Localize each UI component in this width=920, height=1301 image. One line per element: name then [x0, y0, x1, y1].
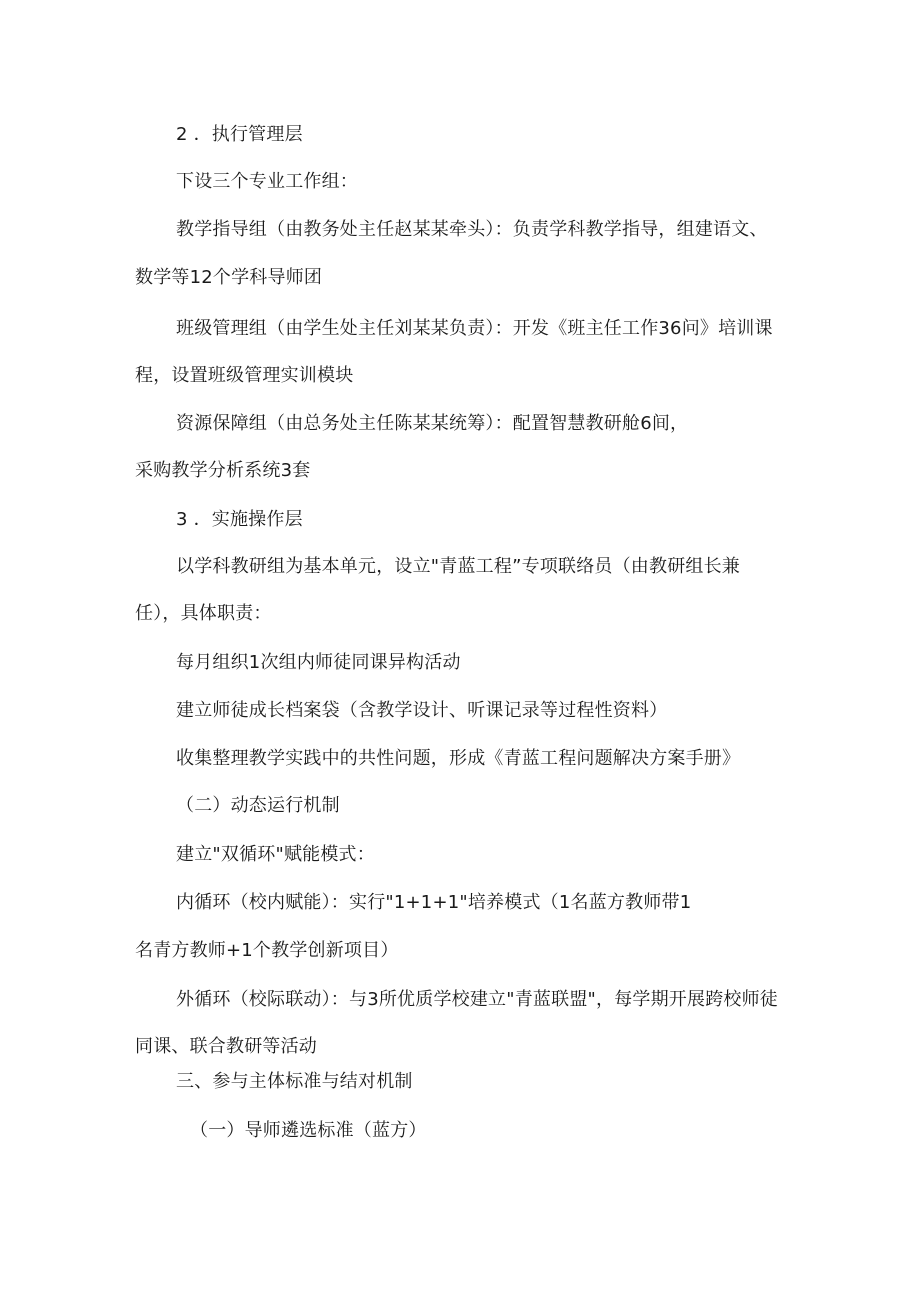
list-item: 建立师徒成长档案袋（含教学设计、听课记录等过程性资料）	[176, 700, 668, 721]
paragraph-line: 数学等12个学科导师团	[135, 267, 323, 288]
paragraph-line: 外循环（校际联动）：与3所优质学校建立"青蓝联盟"，每学期开展跨校师徒	[176, 989, 779, 1010]
paragraph-line: 任），具体职责：	[135, 603, 272, 624]
paragraph-line: 内循环（校内赋能）：实行"1+1+1"培养模式（1名蓝方教师带1	[176, 892, 692, 913]
section-heading-execution-layer: 2 ．执行管理层	[176, 124, 303, 145]
list-item: 每月组织1次组内师徒同课异构活动	[176, 652, 461, 673]
paragraph-line: 资源保障组（由总务处主任陈某某统筹）：配置智慧教研舱6间，	[176, 413, 689, 434]
paragraph-line: 名青方教师+1个教学创新项目）	[135, 940, 399, 961]
section-heading-mentor-criteria: （一）导师遴选标准（蓝方）	[190, 1120, 427, 1141]
paragraph-line: 班级管理组（由学生处主任刘某某负责）：开发《班主任工作36问》培训课	[176, 318, 773, 339]
paragraph-line: 程，设置班级管理实训模块	[135, 365, 354, 386]
chapter-heading-participants: 三、参与主体标准与结对机制	[176, 1071, 413, 1092]
section-heading-implementation-layer: 3 ．实施操作层	[176, 509, 303, 530]
paragraph-line: 同课、联合教研等活动	[135, 1036, 317, 1057]
section-heading-dynamic-mechanism: （二）动态运行机制	[176, 795, 340, 816]
paragraph-line: 教学指导组（由教务处主任赵某某牵头）：负责学科教学指导，组建语文、	[176, 219, 768, 240]
paragraph-line: 采购教学分析系统3套	[135, 460, 311, 481]
list-item: 收集整理教学实践中的共性问题，形成《青蓝工程问题解决方案手册》	[176, 748, 741, 769]
paragraph-line: 下设三个专业工作组：	[176, 171, 358, 192]
paragraph-line: 建立"双循环"赋能模式：	[176, 844, 375, 865]
paragraph-line: 以学科教研组为基本单元，设立"青蓝工程”专项联络员（由教研组长兼	[176, 556, 741, 577]
